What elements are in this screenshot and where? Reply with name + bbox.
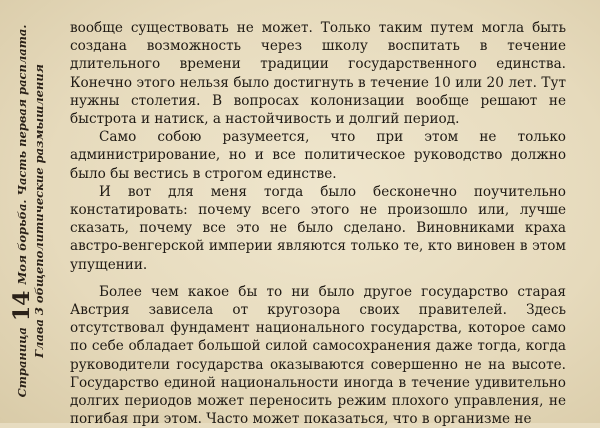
page-number: 14 (9, 290, 35, 322)
paragraph: И вот для меня тогда было бесконечно поучительно констатировать: почему всего этого не произошло или, лучше сказать, почему все это не было сделано. Виновниками краха австро-венгерской империи являются только те, кто виновен в этом упущении. (70, 183, 566, 273)
paragraph: Само собою разумеется, что при этом не только администрирование, но и все политическое руководство должно было бы вестись в строгом единстве. (70, 129, 566, 182)
paragraph: Более чем какое бы то ни было другое государство старая Австрия зависела от кругозора своих правителей. Здесь отсутствовал фундамент национального государства, которое само по себе обладает большой силой самосохранения даже тогда, когда руководители государства оказываются совершенно не на высоте. Государство единой национальности иногда в течение удивительно долгих периодов может переносить режим плохого управления, не погибая при этом. Часто может показаться, что в организме не (70, 283, 566, 428)
paragraph: вообще существовать не может. Только таким путем могла быть создана возможность через школу воспитать в течение длительного времени традиции государственного единства. Конечно этого нельзя было достигнуть в течение 10 или 20 лет. Тут нужны столетия. В вопросах колонизации вообще решают не быстрота и натиск, а настойчивость и долгий период. (70, 20, 566, 128)
running-header-line-2: Глава 3 общеполитические размышления (32, 64, 46, 358)
page-header-vertical (0, 0, 62, 423)
body-text (70, 19, 566, 428)
running-header-line-1 (9, 11, 35, 411)
page-label: Страница (15, 327, 29, 398)
book-part-title: Моя борьба. Часть первая расплата. (15, 24, 29, 285)
vertical-header-block (3, 11, 59, 411)
